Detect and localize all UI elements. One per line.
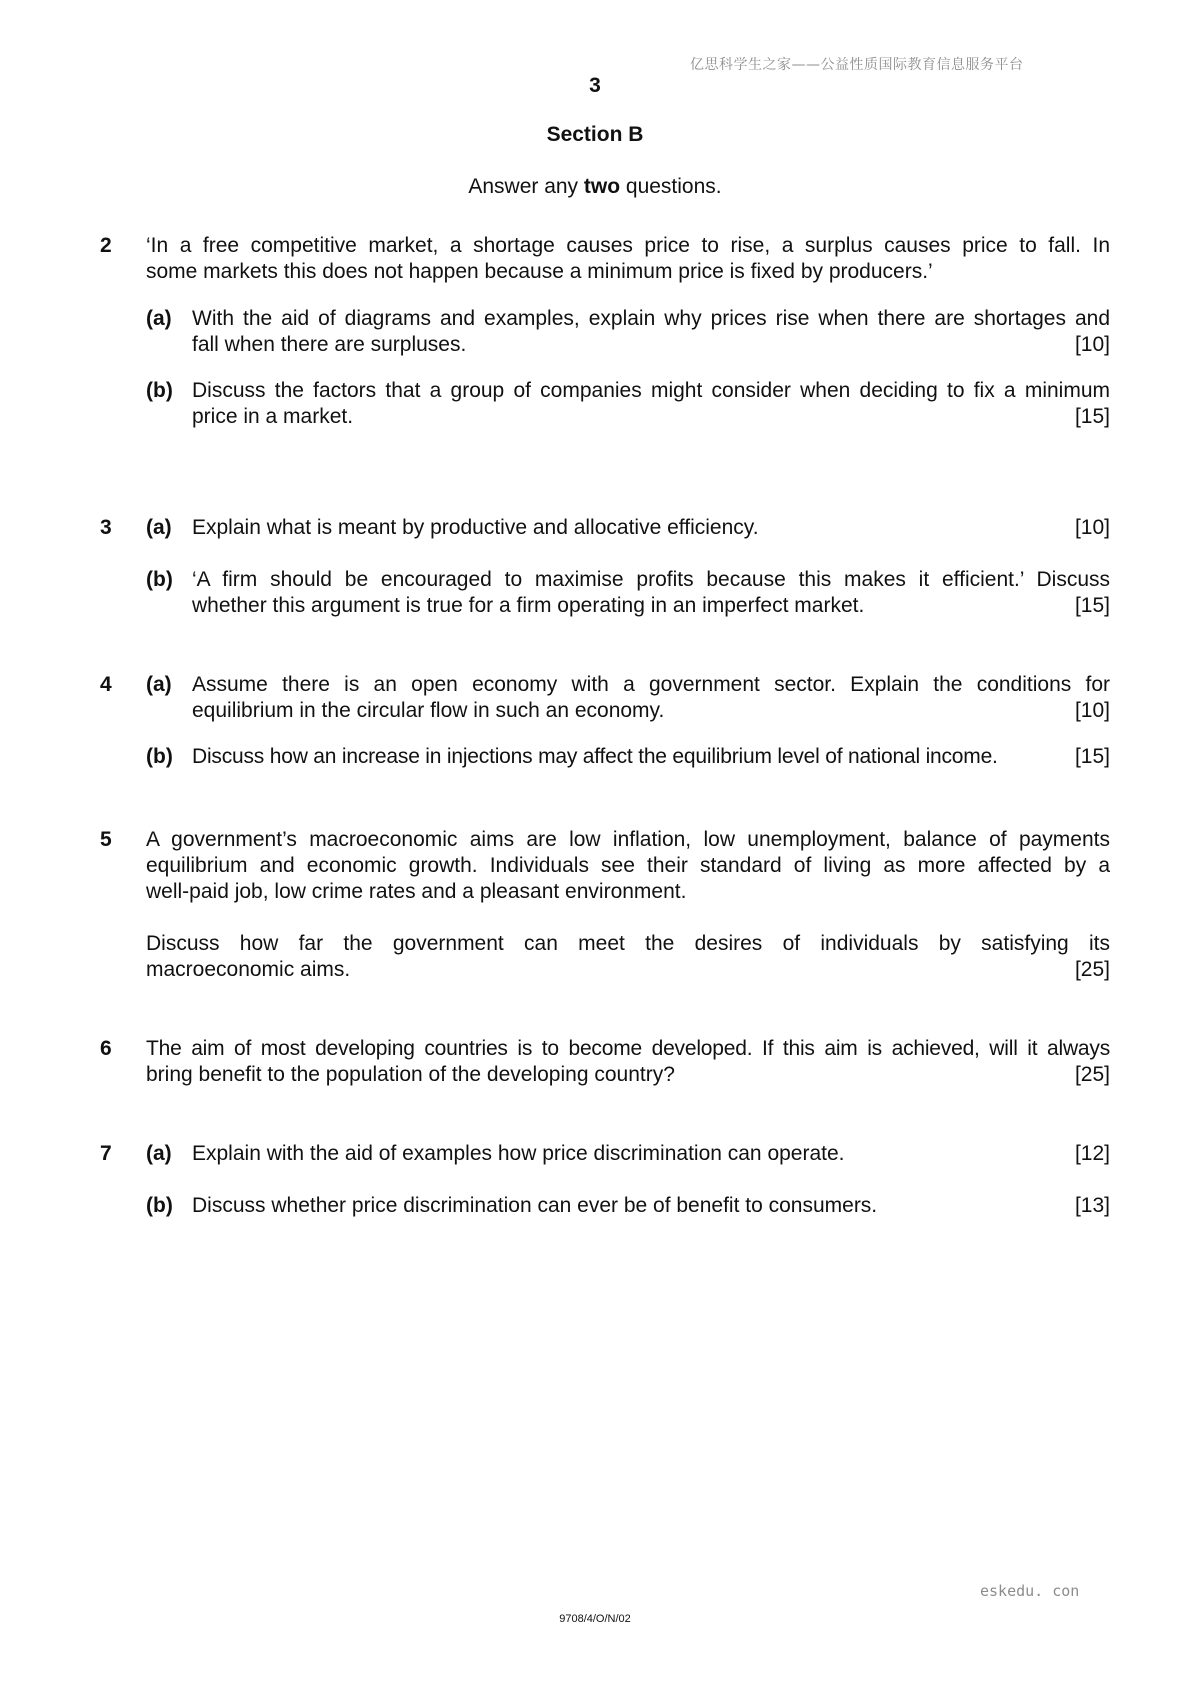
stem-line: some markets this does not happen because a minimum price is fixed by producers.’ (146, 260, 933, 283)
part-line: Explain with the aid of examples how price discrimination can operate. (192, 1142, 845, 1165)
mark-allocation: [10] (1074, 699, 1110, 722)
question-stem (146, 233, 1110, 285)
stem-line: bring benefit to the population of the developing country? (146, 1063, 675, 1086)
mark-allocation: [13] (1074, 1194, 1110, 1217)
page-number: 3 (589, 74, 601, 97)
mark-allocation: [15] (1074, 745, 1110, 768)
question-number: 3 (100, 516, 112, 539)
mark-allocation: [25] (1074, 1063, 1110, 1086)
instruction-text-1: Answer any (468, 175, 584, 198)
part-line: Explain what is meant by productive and allocative efficiency. (192, 516, 759, 539)
part-line: ‘A firm should be encouraged to maximise profits because this makes it efficient.’ Discuss (192, 568, 1110, 591)
part-line: With the aid of diagrams and examples, explain why prices rise when there are shortages and (192, 307, 1110, 330)
part-line: whether this argument is true for a firm operating in an imperfect market. (192, 594, 865, 617)
stem-line: equilibrium and economic growth. Individuals see their standard of living as more affected by a (146, 854, 1110, 877)
question-number: 2 (100, 234, 112, 257)
part-line: fall when there are surpluses. (192, 333, 467, 356)
stem-line: A government’s macroeconomic aims are low inflation, low unemployment, balance of payments (146, 828, 1110, 851)
mark-allocation: [10] (1074, 333, 1110, 356)
question-number: 6 (100, 1037, 112, 1060)
question-number: 4 (100, 673, 112, 696)
question-stem (146, 827, 1110, 905)
question-stem (146, 1036, 1110, 1088)
question-number: 7 (100, 1142, 112, 1165)
question-prompt (146, 931, 1110, 983)
header-watermark: 亿思科学生之家——公益性质国际教育信息服务平台 (690, 57, 1024, 73)
part-label: (a) (146, 516, 172, 539)
part-label: (b) (146, 745, 173, 768)
part-label: (a) (146, 673, 172, 696)
part-label: (b) (146, 379, 173, 402)
mark-allocation: [12] (1074, 1142, 1110, 1165)
footer-watermark: eskedu. con (980, 1582, 1080, 1600)
instruction-text-2: questions. (620, 175, 722, 198)
stem-line: The aim of most developing countries is to become developed. If this aim is achieved, will it always (146, 1037, 1110, 1060)
part-line: Discuss the factors that a group of companies might consider when deciding to fix a minimum (192, 379, 1110, 402)
stem-line: ‘In a free competitive market, a shortage causes price to rise, a surplus causes price to fall. In (146, 234, 1110, 257)
stem-line: Discuss how far the government can meet the desires of individuals by satisfying its (146, 932, 1110, 955)
instruction-emphasis: two (583, 175, 621, 198)
part-line: Assume there is an open economy with a government sector. Explain the conditions for (192, 673, 1110, 696)
instruction (0, 175, 1190, 199)
mark-allocation: [25] (1074, 958, 1110, 981)
part-line: equilibrium in the circular flow in such an economy. (192, 699, 665, 722)
part-line: price in a market. (192, 405, 354, 428)
part-label: (b) (146, 568, 173, 591)
part-label: (a) (146, 1142, 172, 1165)
part-label: (a) (146, 307, 172, 330)
mark-allocation: [10] (1074, 516, 1110, 539)
stem-line: well-paid job, low crime rates and a pleasant environment. (146, 880, 687, 903)
part-label: (b) (146, 1194, 173, 1217)
part-line: Discuss whether price discrimination can ever be of benefit to consumers. (192, 1194, 878, 1217)
question-number: 5 (100, 828, 112, 851)
mark-allocation: [15] (1074, 594, 1110, 617)
paper-code: 9708/4/O/N/02 (559, 1613, 631, 1625)
mark-allocation: [15] (1074, 405, 1110, 428)
part-line: Discuss how an increase in injections may affect the equilibrium level of national income. (192, 745, 998, 768)
stem-line: macroeconomic aims. (146, 958, 351, 981)
section-title: Section B (546, 123, 644, 146)
